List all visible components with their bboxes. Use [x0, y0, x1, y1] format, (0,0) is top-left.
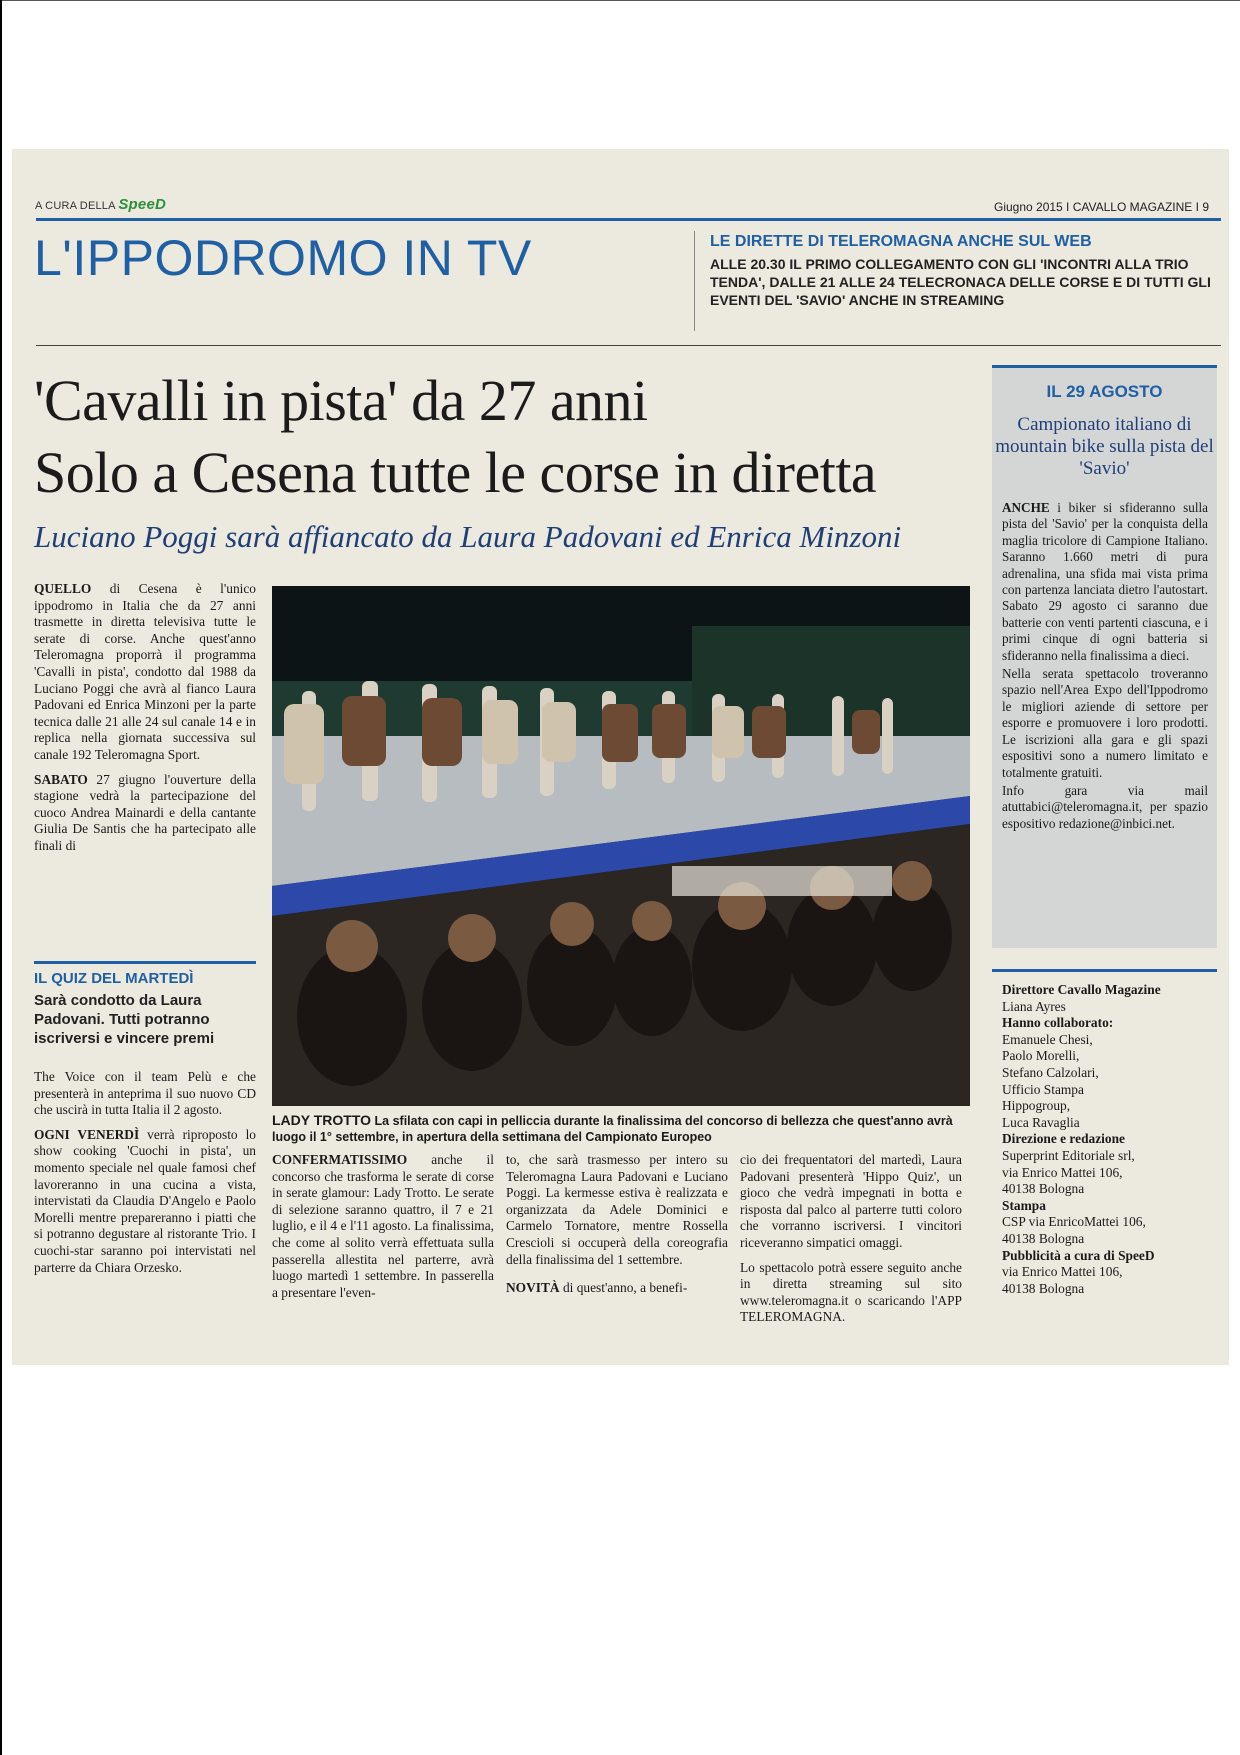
- credits-box: [992, 969, 1217, 1357]
- credits-value: Liana Ayres: [1002, 998, 1066, 1014]
- paragraph: Nella serata spettacolo troveranno spazio nell'Area Expo dell'Ippodromo le migliori aziende di settore per esporre e promuovere i loro prodotti. Le iscrizioni alla gara e gli spazi espositivi sono a numero limitato e totalmente gratuiti.: [1002, 666, 1208, 780]
- lead-word: NOVITÀ: [506, 1280, 560, 1296]
- paragraph: [34, 581, 256, 764]
- column-1: [34, 581, 256, 863]
- mountain-bike-sidebar: [992, 365, 1217, 948]
- credits-list: [1002, 982, 1212, 1297]
- paragraph: Info gara via mail atuttabici@teleromagna.it, per spazio espositivo redazione@inbici.net.: [1002, 782, 1208, 831]
- sidebar-date: IL 29 AGOSTO: [1046, 382, 1163, 401]
- paragraph: The Voice con il team Pelù e che presenterà in anteprima il suo nuovo CD che uscirà in tutta Italia il 2 agosto.: [34, 1069, 256, 1118]
- column-2: [272, 1152, 494, 1309]
- paragraph: [272, 1152, 494, 1301]
- column-1-continued: [34, 1069, 256, 1284]
- quiz-box-text: Sarà condotto da Laura Padovani. Tutti potranno iscriversi e vincere premi: [34, 992, 215, 1047]
- newspaper-clipping: [12, 149, 1229, 1365]
- paragraph-text: anche il concorso che trasforma le serate di corse in serate glamour: Lady Trotto. Le serate di selezione saranno quattro, il 7 e 21 luglio, e il 4 e l'11 agosto. La finalissima, che come al solito verrà effettuata sulla passerella allestita nel parterre, avrà luogo martedì 1 settembre. In passerella a presentare l'even-: [272, 1152, 494, 1300]
- headline-line-1: 'Cavalli in pista' da 27 anni: [34, 368, 648, 433]
- credits-heading: Pubblicità a cura di SpeeD: [1002, 1247, 1155, 1263]
- quiz-box-title: IL QUIZ DEL MARTEDÌ: [34, 970, 194, 987]
- sidebar-title: Campionato italiano di mountain bike sulla pista del 'Savio': [995, 414, 1214, 479]
- column-4: [740, 1152, 962, 1334]
- issue-line: Giugno 2015 I CAVALLO MAGAZINE I 9: [994, 200, 1209, 214]
- paragraph-text: 27 giugno l'ouverture della stagione vedrà la partecipazione del cuoco Andrea Mainardi e della cantante Giulia De Santis che ha partecipato alle finali di: [34, 771, 256, 853]
- caption-text: La sfilata con capi in pelliccia durante la finalissima del concorso di bellezza che quest'anno avrà luogo il 1° settembre, in apertura della settimana del Campionato Europeo: [272, 1114, 953, 1144]
- sidebar-body: [1002, 500, 1208, 832]
- lady-trotto-photo: [272, 586, 970, 1106]
- paragraph: [1002, 500, 1208, 664]
- web-box-title: LE DIRETTE DI TELEROMAGNA ANCHE SUL WEB: [710, 233, 1092, 250]
- page-border-top: [0, 0, 1240, 1]
- credits-value: Stefano Calzolari,: [1002, 1064, 1099, 1080]
- credits-value: 40138 Bologna: [1002, 1280, 1085, 1296]
- credits-value: 40138 Bologna: [1002, 1181, 1085, 1197]
- lead-word: OGNI VENERDÌ: [34, 1126, 140, 1142]
- credits-value: CSP via EnricoMattei 106,: [1002, 1214, 1146, 1230]
- paragraph: cio dei frequentatori del martedì, Laura Padovani presenterà 'Hippo Quiz', un gioco che vedrà impegnati in botta e risposta dal palco al parterre tutti coloro che vorranno iscriversi. I vincitori riceveranno simpatici omaggi.: [740, 1152, 962, 1250]
- lead-word: CONFERMATISSIMO: [272, 1152, 408, 1167]
- paragraph: [34, 1127, 256, 1276]
- paragraph: [34, 772, 256, 855]
- lead-word: SABATO: [34, 771, 88, 787]
- credits-heading: Stampa: [1002, 1197, 1046, 1213]
- section-title: L'IPPODROMO IN TV: [34, 230, 532, 286]
- paragraph-text: verrà riproposto lo show cooking 'Cuochi in pista', un momento speciale nel quale famosi chef lavoreranno in una cucina a vista, intervistati da Claudia D'Angelo e Paolo Morelli mentre prepareranno i piatti che si potranno degustare al ristorante Trio. I cuochi-star saranno poi intervistati nel parterre da Chiara Orzesko.: [34, 1126, 256, 1275]
- lead-word: QUELLO: [34, 581, 92, 596]
- credits-value: Hippogroup,: [1002, 1098, 1071, 1114]
- credits-value: Ufficio Stampa: [1002, 1081, 1084, 1097]
- credits-value: Superprint Editoriale srl,: [1002, 1147, 1135, 1163]
- kicker: [35, 196, 166, 213]
- credits-value: 40138 Bologna: [1002, 1230, 1085, 1246]
- caption-lead: LADY TROTTO: [272, 1112, 372, 1128]
- photo-illustration: [272, 586, 970, 1106]
- credits-value: Emanuele Chesi,: [1002, 1031, 1093, 1047]
- speed-logo: SpeeD: [118, 196, 167, 213]
- web-box-text: ALLE 20.30 IL PRIMO COLLEGAMENTO CON GLI 'INCONTRI ALLA TRIO TENDA', DALLE 21 ALLE 24 TELECRONACA DELLE CORSE E DI TUTTI GLI EVENTI DEL 'SAVIO' ANCHE IN STREAMING: [710, 256, 1211, 308]
- paragraph: Lo spettacolo potrà essere seguito anche in diretta streaming sul sito www.teleromagna.it o scaricando l'APP TELEROMAGNA.: [740, 1259, 962, 1325]
- lead-word: ANCHE: [1002, 500, 1050, 515]
- credits-value: via Enrico Mattei 106,: [1002, 1164, 1123, 1180]
- credits-heading: Hanno collaborato:: [1002, 1015, 1114, 1031]
- credits-value: Luca Ravaglia: [1002, 1114, 1080, 1130]
- column-3: [506, 1152, 728, 1305]
- credits-heading: Direzione e redazione: [1002, 1131, 1125, 1147]
- kicker-prefix: A CURA DELLA: [35, 200, 116, 212]
- page-border-left: [0, 0, 2, 1755]
- subheadline: Luciano Poggi sarà affiancato da Laura Padovani ed Enrica Minzoni: [34, 519, 902, 554]
- paragraph: [506, 1280, 728, 1297]
- header-divider: [694, 231, 695, 331]
- credits-heading: Direttore Cavallo Magazine: [1002, 982, 1161, 997]
- paragraph-text: i biker si sfideranno sulla pista del 'Savio' per la conquista della maglia tricolore di Campione Italiano. Saranno 1.660 metri di pura adrenalina, una sfida mai vista prima con partenza lanciata dietro l'autostart. Sabato 29 agosto ci saranno due batterie con venti partenti ciascuna, e i primi cinque di ogni batteria si sfideranno nella finalissima a dieci.: [1002, 500, 1209, 663]
- top-rule: [36, 218, 1221, 221]
- quiz-box: [34, 961, 256, 1048]
- photo-caption: [272, 1112, 970, 1145]
- paragraph: to, che sarà trasmesso per intero su Teleromagna Laura Padovani e Luciano Poggi. La kermesse estiva è realizzata e organizzata da Adele Dominici e Carmelo Tornatore, mentre Rossella Crescioli si occuperà della coreografia della finalissima del 1 settembre.: [506, 1152, 728, 1267]
- header-rule: [36, 345, 1221, 346]
- paragraph-text: di quest'anno, a benefi-: [562, 1280, 688, 1296]
- paragraph-text: di Cesena è l'unico ippodromo in Italia che da 27 anni trasmette in diretta televisiva tutte le serate di corse. Anche quest'anno Teleromagna proporrà il programma 'Cavalli in pista', condotto dal 1988 da Luciano Poggi che avrà al fianco Laura Padovani ed Enrica Minzoni per la parte tecnica dalle 21 alle 24 sul canale 14 e in replica nella giornata successiva sul canale 192 Teleromagna Sport.: [34, 581, 256, 762]
- credits-value: Paolo Morelli,: [1002, 1048, 1080, 1064]
- headline-line-2: Solo a Cesena tutte le corse in diretta: [34, 440, 877, 505]
- credits-value: via Enrico Mattei 106,: [1002, 1264, 1123, 1280]
